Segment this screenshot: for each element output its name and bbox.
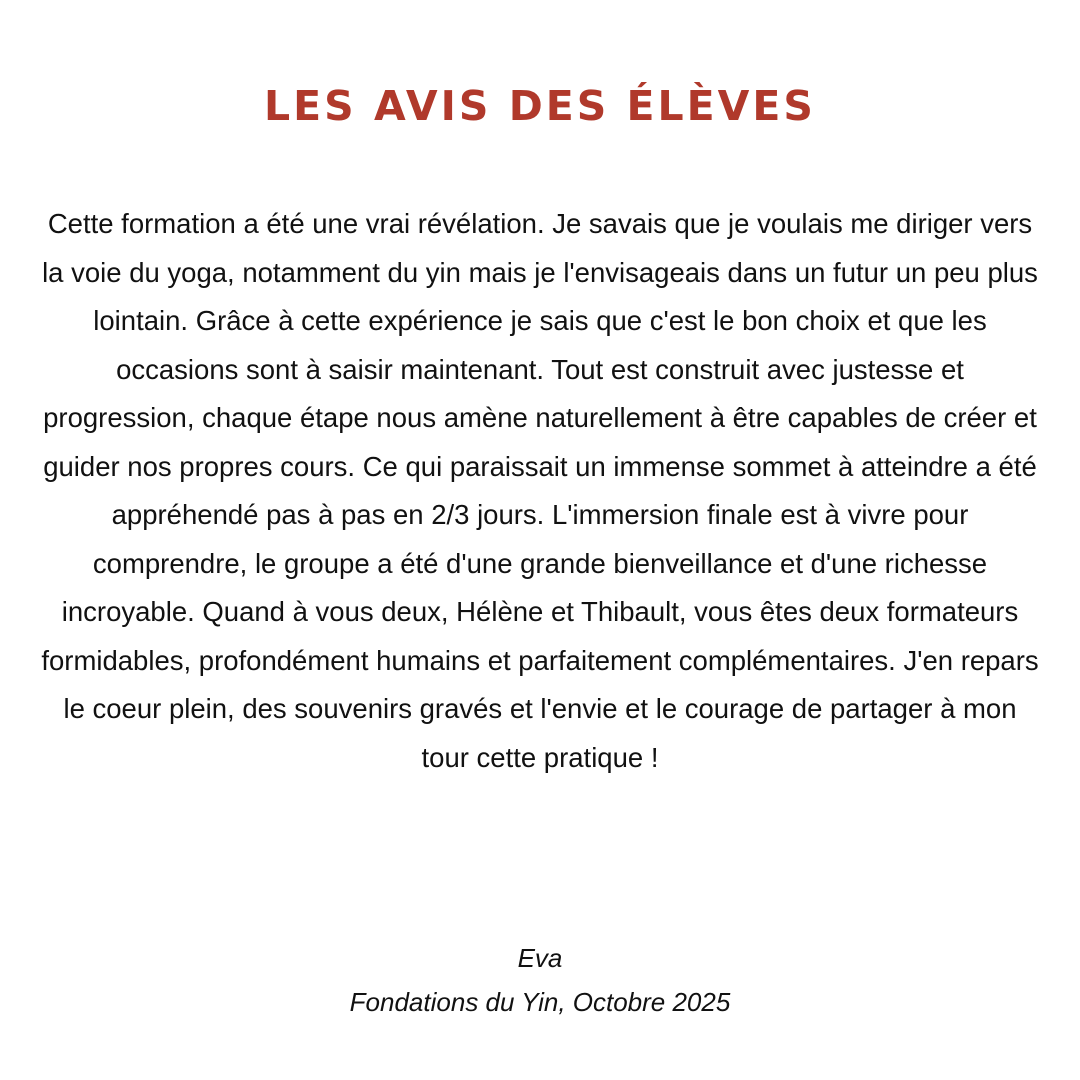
testimonial-course: Fondations du Yin, Octobre 2025 xyxy=(349,987,731,1017)
page-title: LES AVIS DES ÉLÈVES xyxy=(264,82,816,130)
testimonial-text: Cette formation a été une vrai révélation. Je savais que je voulais me diriger vers la voie du yoga, notamment du yin mais je l'envisageais dans un futur un peu plus lointain. Grâce à cette expérience je sais que c'est le bon choix et que les occasions sont à saisir maintenant. Tout est construit avec justesse et progression, chaque étape nous amène naturellement à être capables de créer et guider nos propres cours. Ce qui paraissait un immense sommet à atteindre a été appréhendé pas à pas en 2/3 jours. L'immersion finale est à vivre pour comprendre, le groupe a été d'une grande bienveillance et d'une richesse incroyable. Quand à vous deux, Hélène et Thibault, vous êtes deux formateurs formidables, profondément humains et parfaitement complémentaires. J'en repars le coeur plein, des souvenirs gravés et l'envie et le courage de partager à mon tour cette pratique ! xyxy=(41,208,1039,773)
testimonial-author: Eva xyxy=(517,943,563,973)
